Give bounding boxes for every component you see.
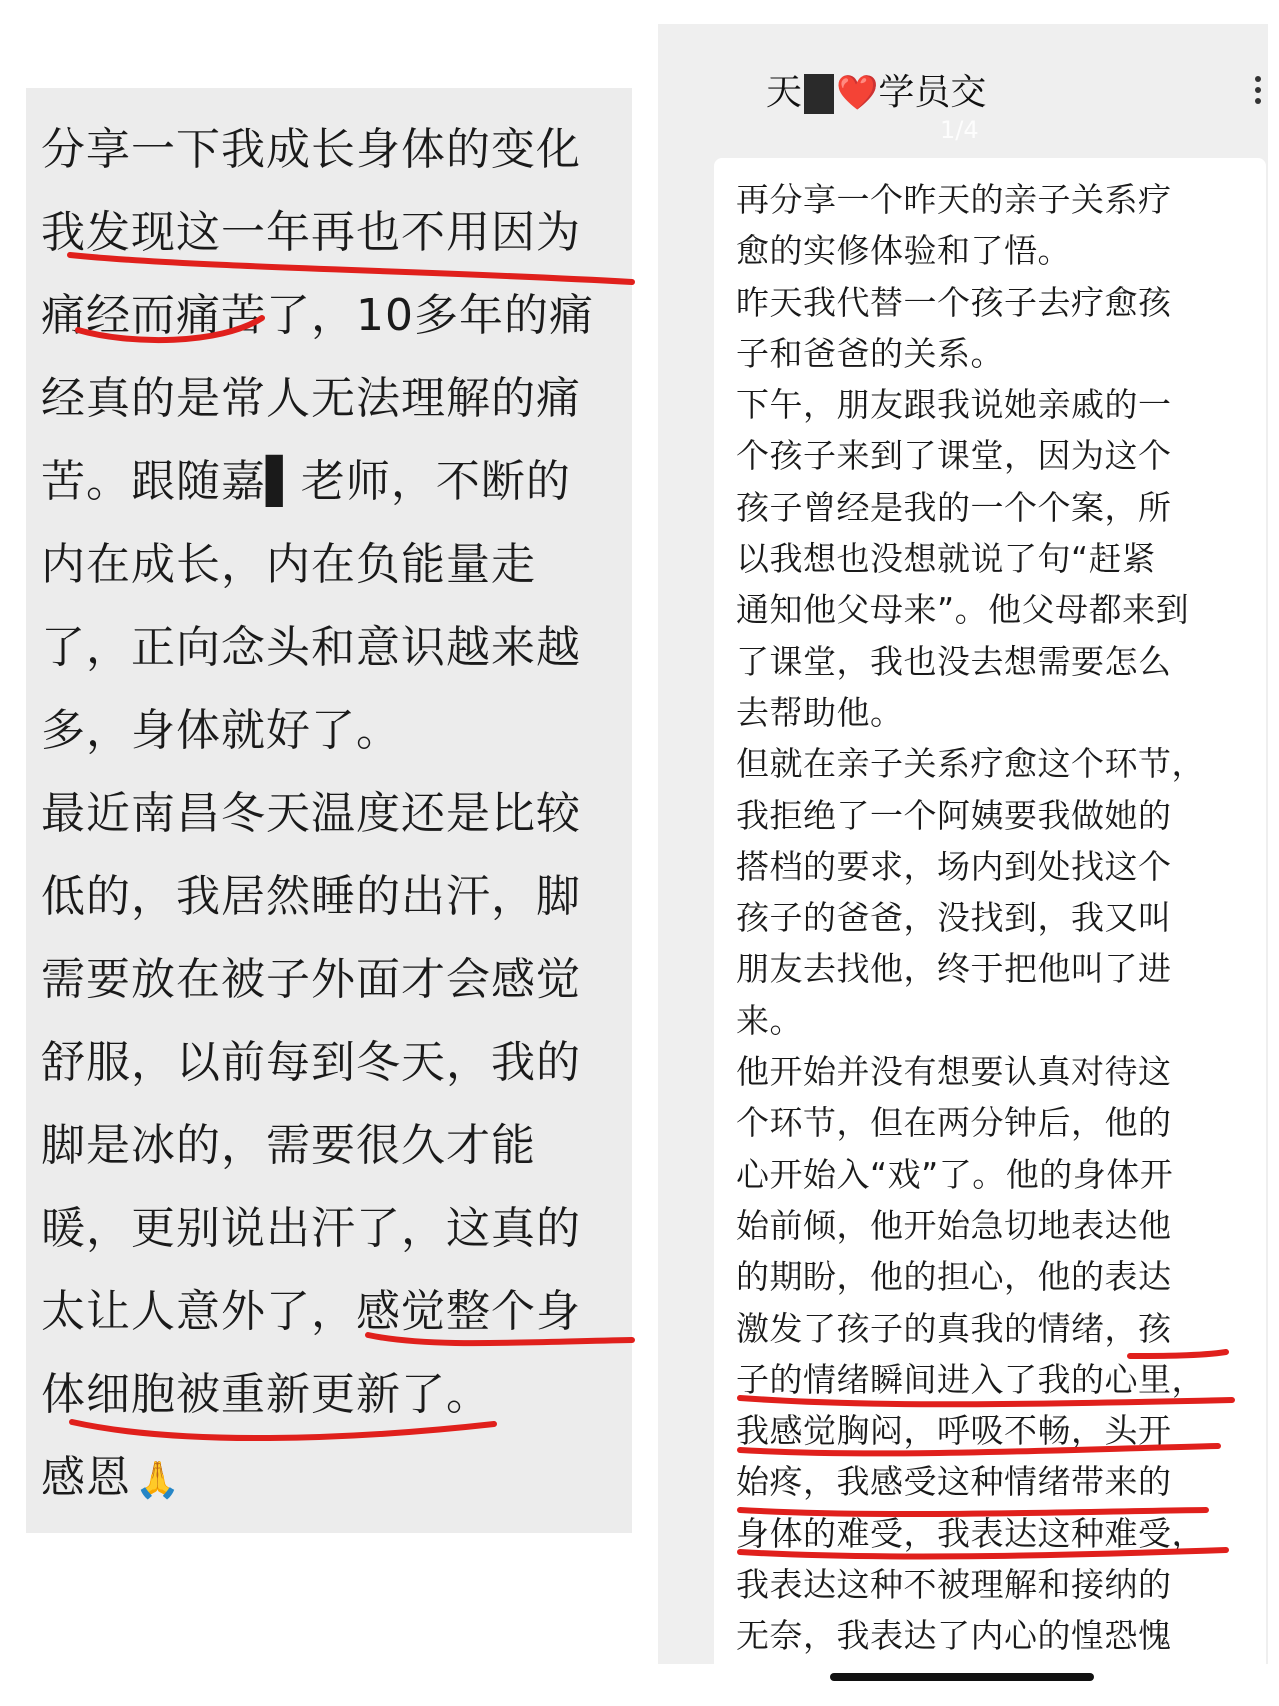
message-line: 个孩子来到了课堂，因为这个 [736,436,1172,476]
message-line: 的期盼，他的担心，他的表达 [736,1257,1172,1297]
chat-header [658,24,1268,144]
home-indicator-bar [830,1673,1094,1681]
chat-title [766,64,986,115]
message-line: 下午，朋友跟我说她亲戚的一 [736,385,1172,425]
message-line: 他开始并没有想要认真对待这 [736,1052,1172,1092]
left-line: 暖，更别说出汗了，这真的 [41,1203,581,1254]
message-line: 我感觉胸闷，呼吸不畅，头开 [736,1411,1172,1451]
left-line: 了，正向念头和意识越来越 [41,622,581,673]
message-line: 子的情绪瞬间进入了我的心里， [736,1359,1205,1399]
left-line: 苦。跟随嘉▌老师，不断的 [41,456,571,507]
message-line: 身体的难受，我表达这种难受， [736,1513,1205,1553]
chat-title-suffix: 学员交 [878,72,987,113]
message-line: 心开始入“戏”了。他的身体开 [736,1154,1174,1194]
left-line: 最近南昌冬天温度还是比较 [41,788,581,839]
message-line: 了课堂，我也没去想需要怎么 [736,641,1172,681]
message-line: 激发了孩子的真我的情绪，孩 [736,1308,1172,1348]
page-indicator: 1/4 [940,116,979,144]
message-line: 我拒绝了一个阿姨要我做她的 [736,795,1172,835]
message-line: 始前倾，他开始急切地表达他 [736,1205,1172,1245]
redacted-block [804,74,834,114]
left-post-text [41,108,626,1519]
left-line: 多，身体就好了。 [41,705,401,756]
message-bubble [714,158,1266,1664]
message-line: 孩子的爸爸，没找到，我又叫 [736,898,1172,938]
message-line: 搭档的要求，场内到处找这个 [736,846,1172,886]
message-line: 通知他父母来”。他父母都来到 [736,590,1190,630]
chat-title-prefix: 天 [766,72,803,113]
left-line: 我发现这一年再也不用因为 [41,207,581,258]
message-line: 愈的实修体验和了悟。 [736,231,1071,271]
message-line: 但就在亲子关系疗愈这个环节， [736,744,1205,784]
message-line: 再分享一个昨天的亲子关系疗 [736,180,1172,219]
praying-hands-icon: 🙏 [135,1459,181,1501]
left-line: 太让人意外了，感觉整个身 [41,1286,581,1337]
left-line: 舒服，以前每到冬天，我的 [41,1037,581,1088]
message-text [736,174,1256,1662]
message-line: 个环节，但在两分钟后，他的 [736,1103,1172,1143]
message-line: 子和爸爸的关系。 [736,333,1004,373]
left-line: 内在成长，内在负能量走 [41,539,536,590]
message-line: 无奈，我表达了内心的惶恐愧 [736,1616,1172,1656]
message-line: 我表达这种不被理解和接纳的 [736,1565,1172,1605]
left-line: 体细胞被重新更新了。 [41,1369,491,1420]
message-line: 朋友去找他，终于把他叫了进 [736,949,1172,989]
thanks-text: 感恩 [41,1452,131,1503]
heart-icon: ❤️ [836,73,879,113]
left-line: 低的，我居然睡的出汗，脚 [41,871,581,922]
left-line: 需要放在被子外面才会感觉 [41,954,581,1005]
more-options-icon[interactable] [1254,76,1262,112]
left-line: 分享一下我成长身体的变化 [41,124,581,175]
message-line: 孩子曾经是我的一个个案，所 [736,487,1172,527]
left-line: 脚是冰的，需要很久才能 [41,1120,536,1171]
left-post-panel [26,88,632,1533]
left-line: 痛经而痛苦了，10多年的痛 [41,290,594,341]
right-chat-panel [658,24,1268,1664]
message-line: 以我想也没想就说了句“赶紧 [736,539,1156,579]
message-line: 昨天我代替一个孩子去疗愈孩 [736,282,1172,322]
message-line: 始疼，我感受这种情绪带来的 [736,1462,1172,1502]
message-line: 来。 [736,1000,803,1040]
left-line: 经真的是常人无法理解的痛 [41,373,581,424]
left-line-closing [41,1436,626,1519]
message-line: 去帮助他。 [736,692,904,732]
